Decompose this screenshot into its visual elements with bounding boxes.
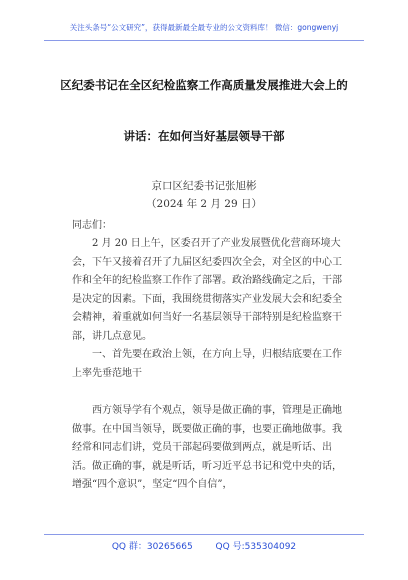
paragraph-text: 2 月 20 日上午，区委召开了产业发展暨优化营商环境大会，下午又接着召开了九届区纪委四次全会，对全区的中心工作和全年的纪检监察工作作了部署。政治路线确定之后，干部是决定的因素。下面，我围绕贯彻落实产业发展大会和纪委全会精神，着重就如何当好一名基层领导干部特别是纪检监察干部，讲几点意见。 — [72, 238, 342, 342]
document-title-line1: 区纪委书记在全区纪检监察工作高质量发展推进大会上的 — [60, 78, 348, 92]
qq-group: QQ 群：30265665 — [111, 542, 193, 552]
qq-number: QQ 号:535304092 — [215, 542, 297, 552]
paragraph-text: 西方领导学有个观点，领导是做正确的事，管理是正确地做事。在中国当领导，既要做正确的事，也要正确地做事。我经常和同志们讲，党员干部起码要做到两点，就是听话、出活。做正确的事，就是听话，听习近平总书记和党中央的话，增强“四个意识”，坚定“四个自信”， — [72, 405, 342, 491]
salutation: 同志们： — [72, 220, 112, 231]
section-heading-1 — [72, 346, 342, 383]
date-line: （2024 年 2 月 29 日） — [146, 198, 262, 210]
promo-banner: 关注头条号“公文研究”，获得最新最全最专业的公文资料库！ 微信：gongwenyj — [69, 23, 339, 32]
document-title-line2: 讲话：在如何当好基层领导干部 — [123, 129, 285, 143]
footer-rule — [44, 534, 364, 535]
heading-text: 一、首先要在政治上领，在方向上导，归根结底要在工作上率先垂范地干 — [72, 349, 342, 379]
body-paragraph-2 — [72, 402, 342, 495]
body-paragraph-1 — [72, 235, 342, 347]
author-line: 京口区纪委书记张旭彬 — [151, 180, 257, 192]
footer-contacts — [0, 539, 408, 552]
header-rule — [44, 40, 364, 41]
